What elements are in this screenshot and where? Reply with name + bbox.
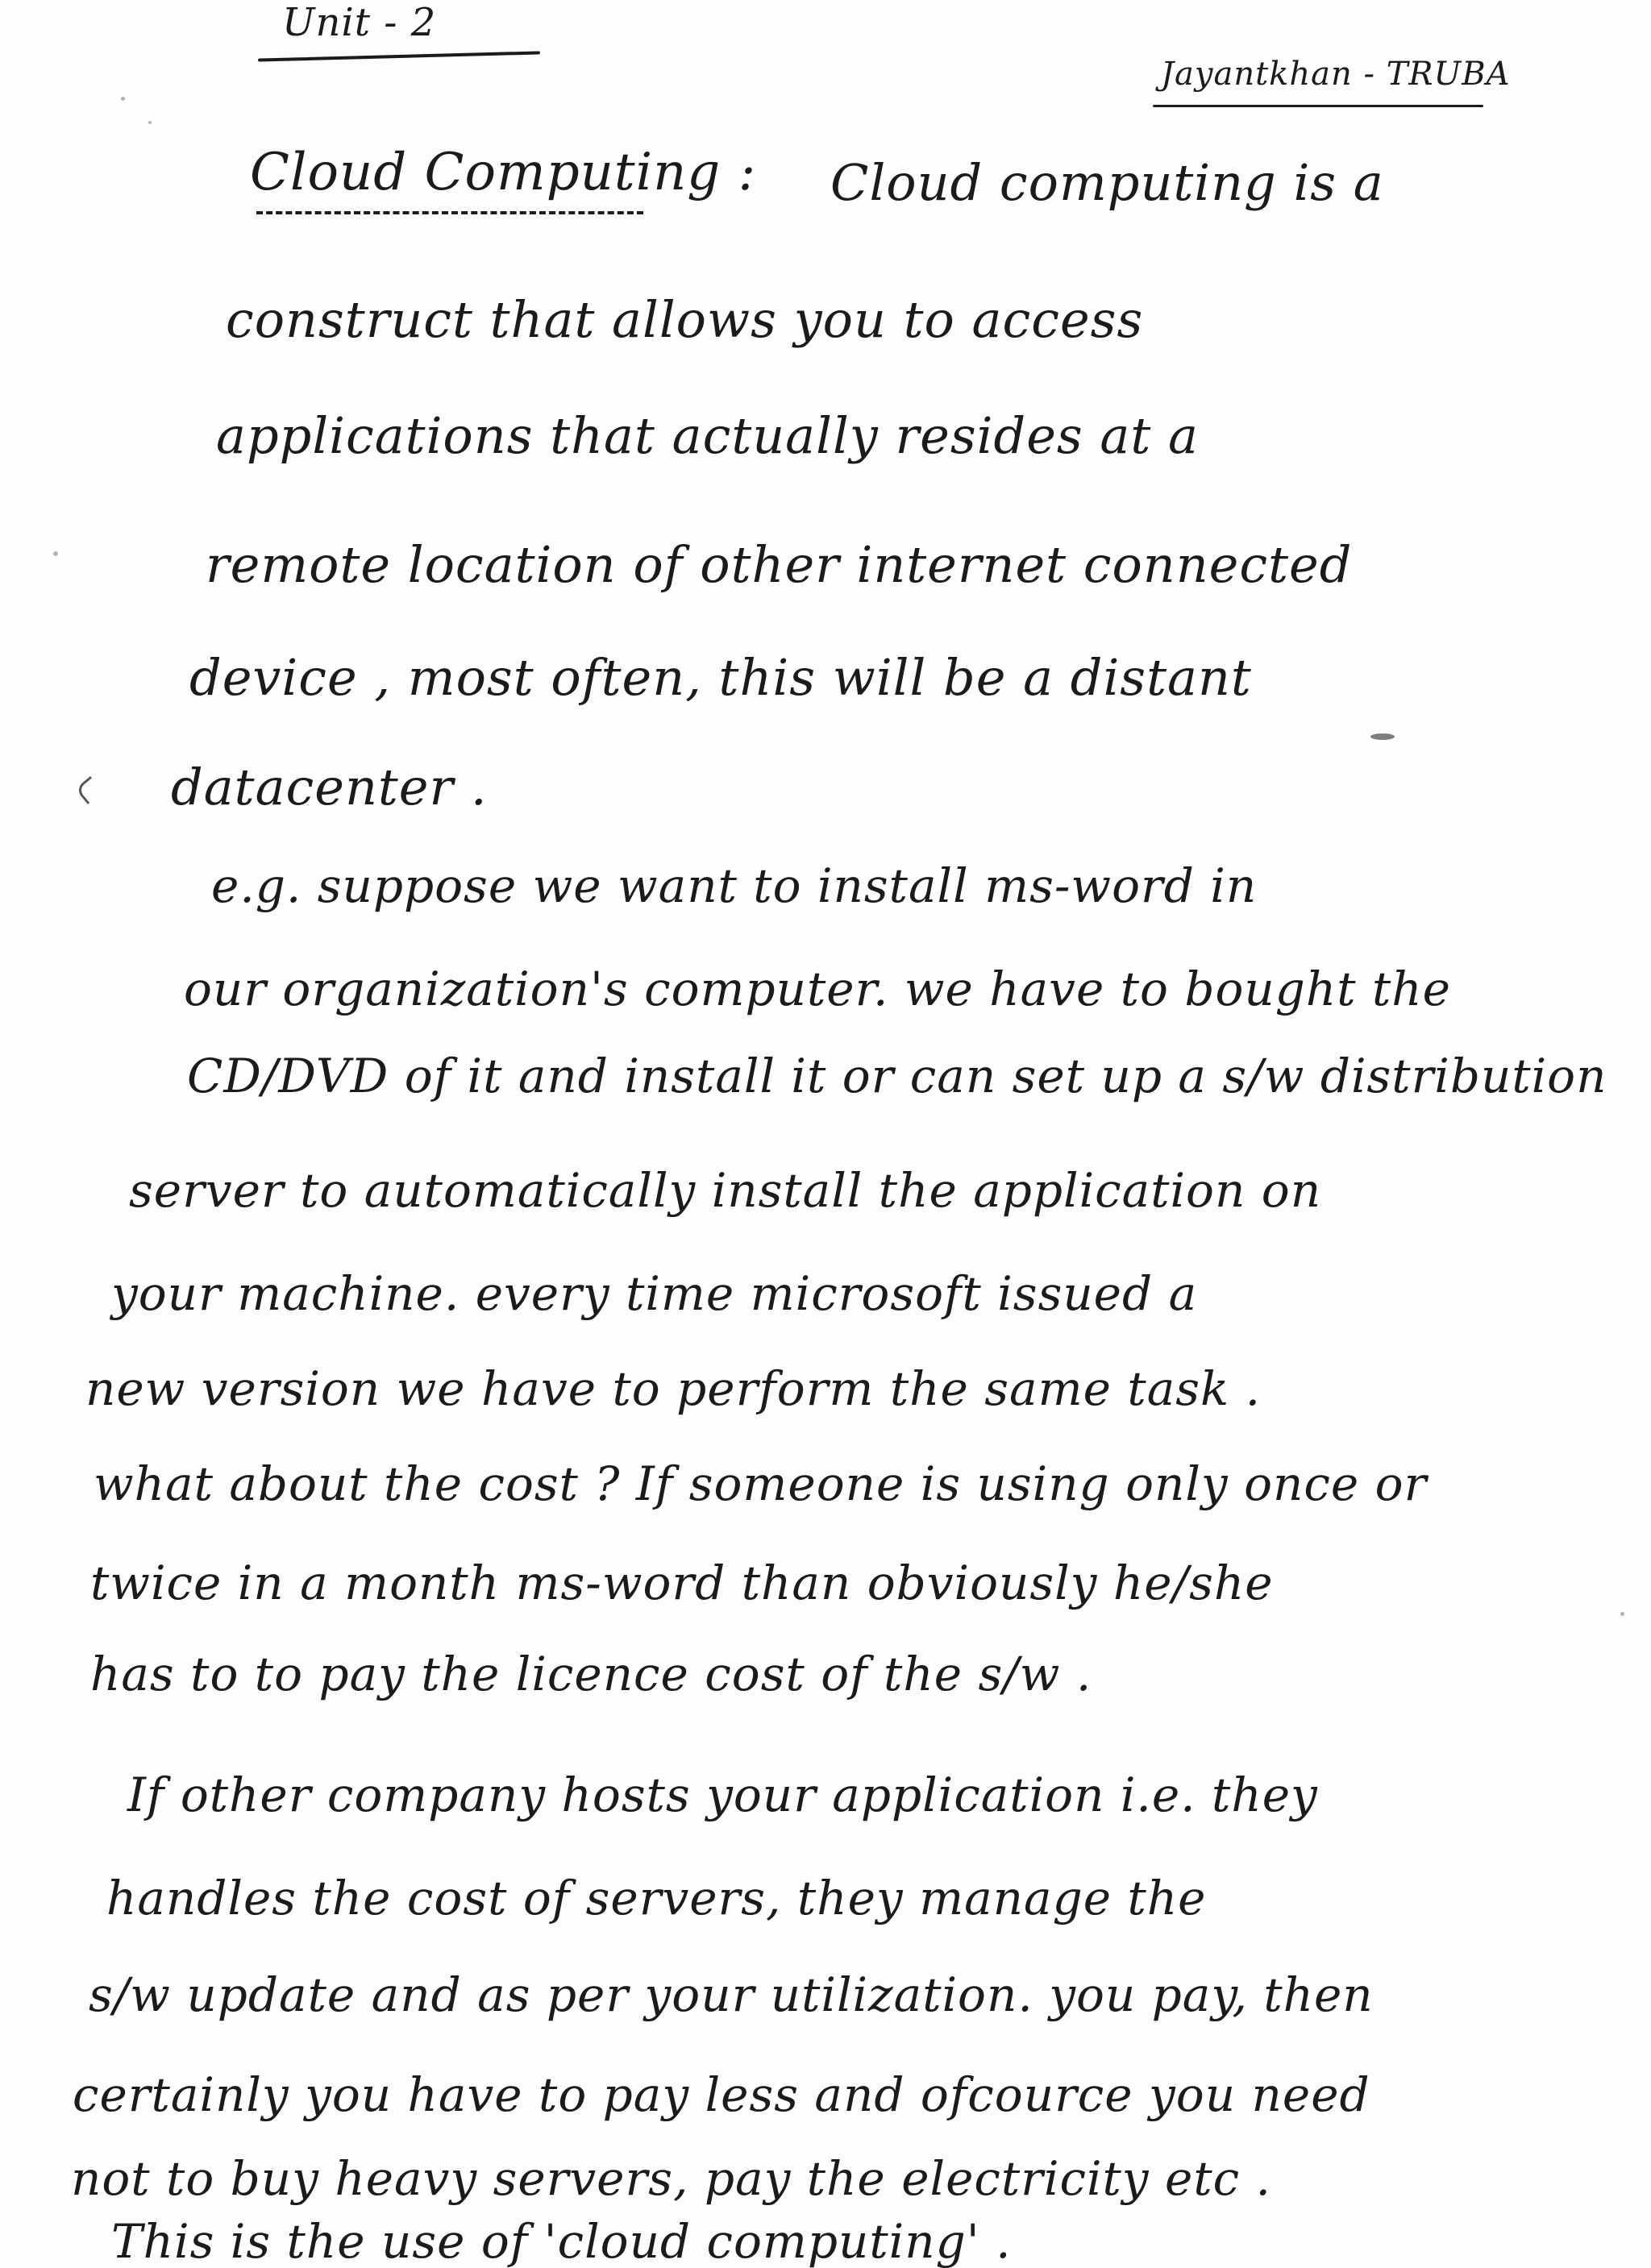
scan-speck: [53, 551, 58, 556]
example-line: e.g. suppose we want to install ms-word in: [211, 858, 1258, 913]
hosting-line: If other company hosts your application i.e. they: [127, 1767, 1318, 1822]
unit-title-underline: [258, 51, 540, 61]
definition-line: remote location of other internet connected: [206, 535, 1353, 594]
unit-title: Unit - 2: [282, 0, 437, 45]
definition-line: device , most often, this will be a distant: [189, 648, 1252, 707]
scan-speck: [121, 97, 125, 101]
hosting-line: not to buy heavy servers, pay the electricity etc .: [71, 2151, 1271, 2206]
example-line: CD/DVD of it and install it or can set up a s/w distribution: [187, 1049, 1607, 1103]
hosting-line: s/w update and as per your utilization. you pay, then: [89, 1967, 1374, 2022]
example-line: your machine. every time microsoft issued a: [111, 1266, 1198, 1321]
definition-line: datacenter .: [171, 758, 488, 816]
margin-mark: [75, 776, 103, 804]
author-signature: Jayantkhan - TRUBA: [1161, 56, 1511, 93]
example-line: twice in a month ms-word than obviously he/she: [90, 1556, 1274, 1610]
scan-speck: [1620, 1612, 1624, 1616]
hosting-line: This is the use of 'cloud computing' .: [111, 2214, 1012, 2268]
definition-line: Cloud computing is a: [830, 153, 1384, 212]
hosting-line: certainly you have to pay less and ofcource you need: [73, 2067, 1370, 2122]
hosting-line: handles the cost of servers, they manage the: [106, 1871, 1207, 1925]
example-line: server to automatically install the application on: [129, 1163, 1322, 1218]
example-line: what about the cost ? If someone is using only once or: [94, 1456, 1428, 1511]
example-line: our organization's computer. we have to bought the: [184, 962, 1451, 1016]
section-heading-underline: [256, 211, 643, 214]
scan-speck: [148, 121, 152, 124]
definition-line: applications that actually resides at a: [216, 406, 1199, 465]
ink-smudge: [1370, 733, 1395, 740]
definition-line: construct that allows you to access: [226, 290, 1144, 349]
section-heading: Cloud Computing :: [250, 143, 757, 202]
example-line: new version we have to perform the same task .: [85, 1361, 1262, 1416]
author-underline: [1153, 105, 1483, 107]
example-line: has to to pay the licence cost of the s/w .: [90, 1647, 1092, 1701]
